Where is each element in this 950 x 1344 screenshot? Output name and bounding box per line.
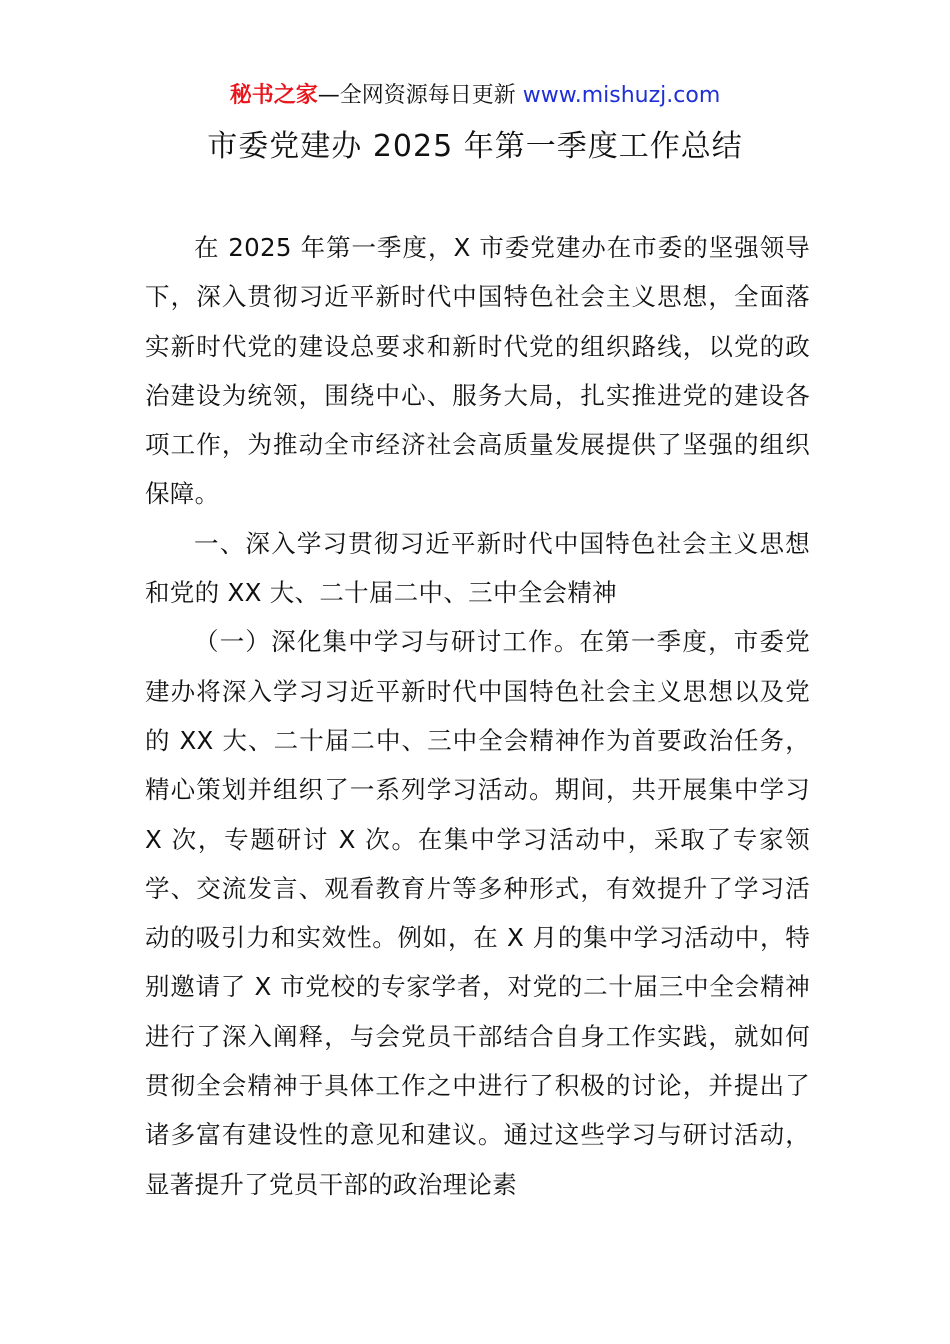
section-heading-1: 一、深入学习贯彻习近平新时代中国特色社会主义思想和党的 XX 大、二十届二中、三中全会精神 [145,528,810,608]
subsection-paragraph-1: （一）深化集中学习与研讨工作。在第一季度，市委党建办将深入学习习近平新时代中国特色社会主义思想以及党的 XX 大、二十届二中、三中全会精神作为首要政治任务，精心策划并组织了一系列学习活动。期间，共开展集中学习 X 次，专题研讨 X 次。在集中学习活动中，采取了专家领学、交流发言、观看教育片等多种形式，有效提升了学习活动的吸引力和实效性。例如，在 X 月的集中学习活动中，特别邀请了 X 市党校的专家学者，对党的二十届三中全会精神进行了深入阐释，与会党员干部结合自身工作实践，就如何贯彻全会精神于具体工作之中进行了积极的讨论，并提出了诸多富有建设性的意见和建议。通过这些学习与研讨活动，显著提升了党员干部的政治理论素 [145,627,810,1199]
brand-name: 秘书之家 [229,83,318,108]
intro-paragraph: 在 2025 年第一季度，X 市委党建办在市委的坚强领导下，深入贯彻习近平新时代中国特色社会主义思想，全面落实新时代党的建设总要求和新时代党的组织路线，以党的政治建设为统领，围绕中心、服务大局，扎实推进党的建设各项工作，为推动全市经济社会高质量发展提供了坚强的组织保障。 [145,233,810,509]
header-tagline: —全网资源每日更新 [317,83,523,108]
site-header [0,80,950,112]
document-body [145,223,810,1209]
site-url-link[interactable]: www.mishuzj.com [522,83,721,108]
document-title: 市委党建办 2025 年第一季度工作总结 [207,129,743,164]
